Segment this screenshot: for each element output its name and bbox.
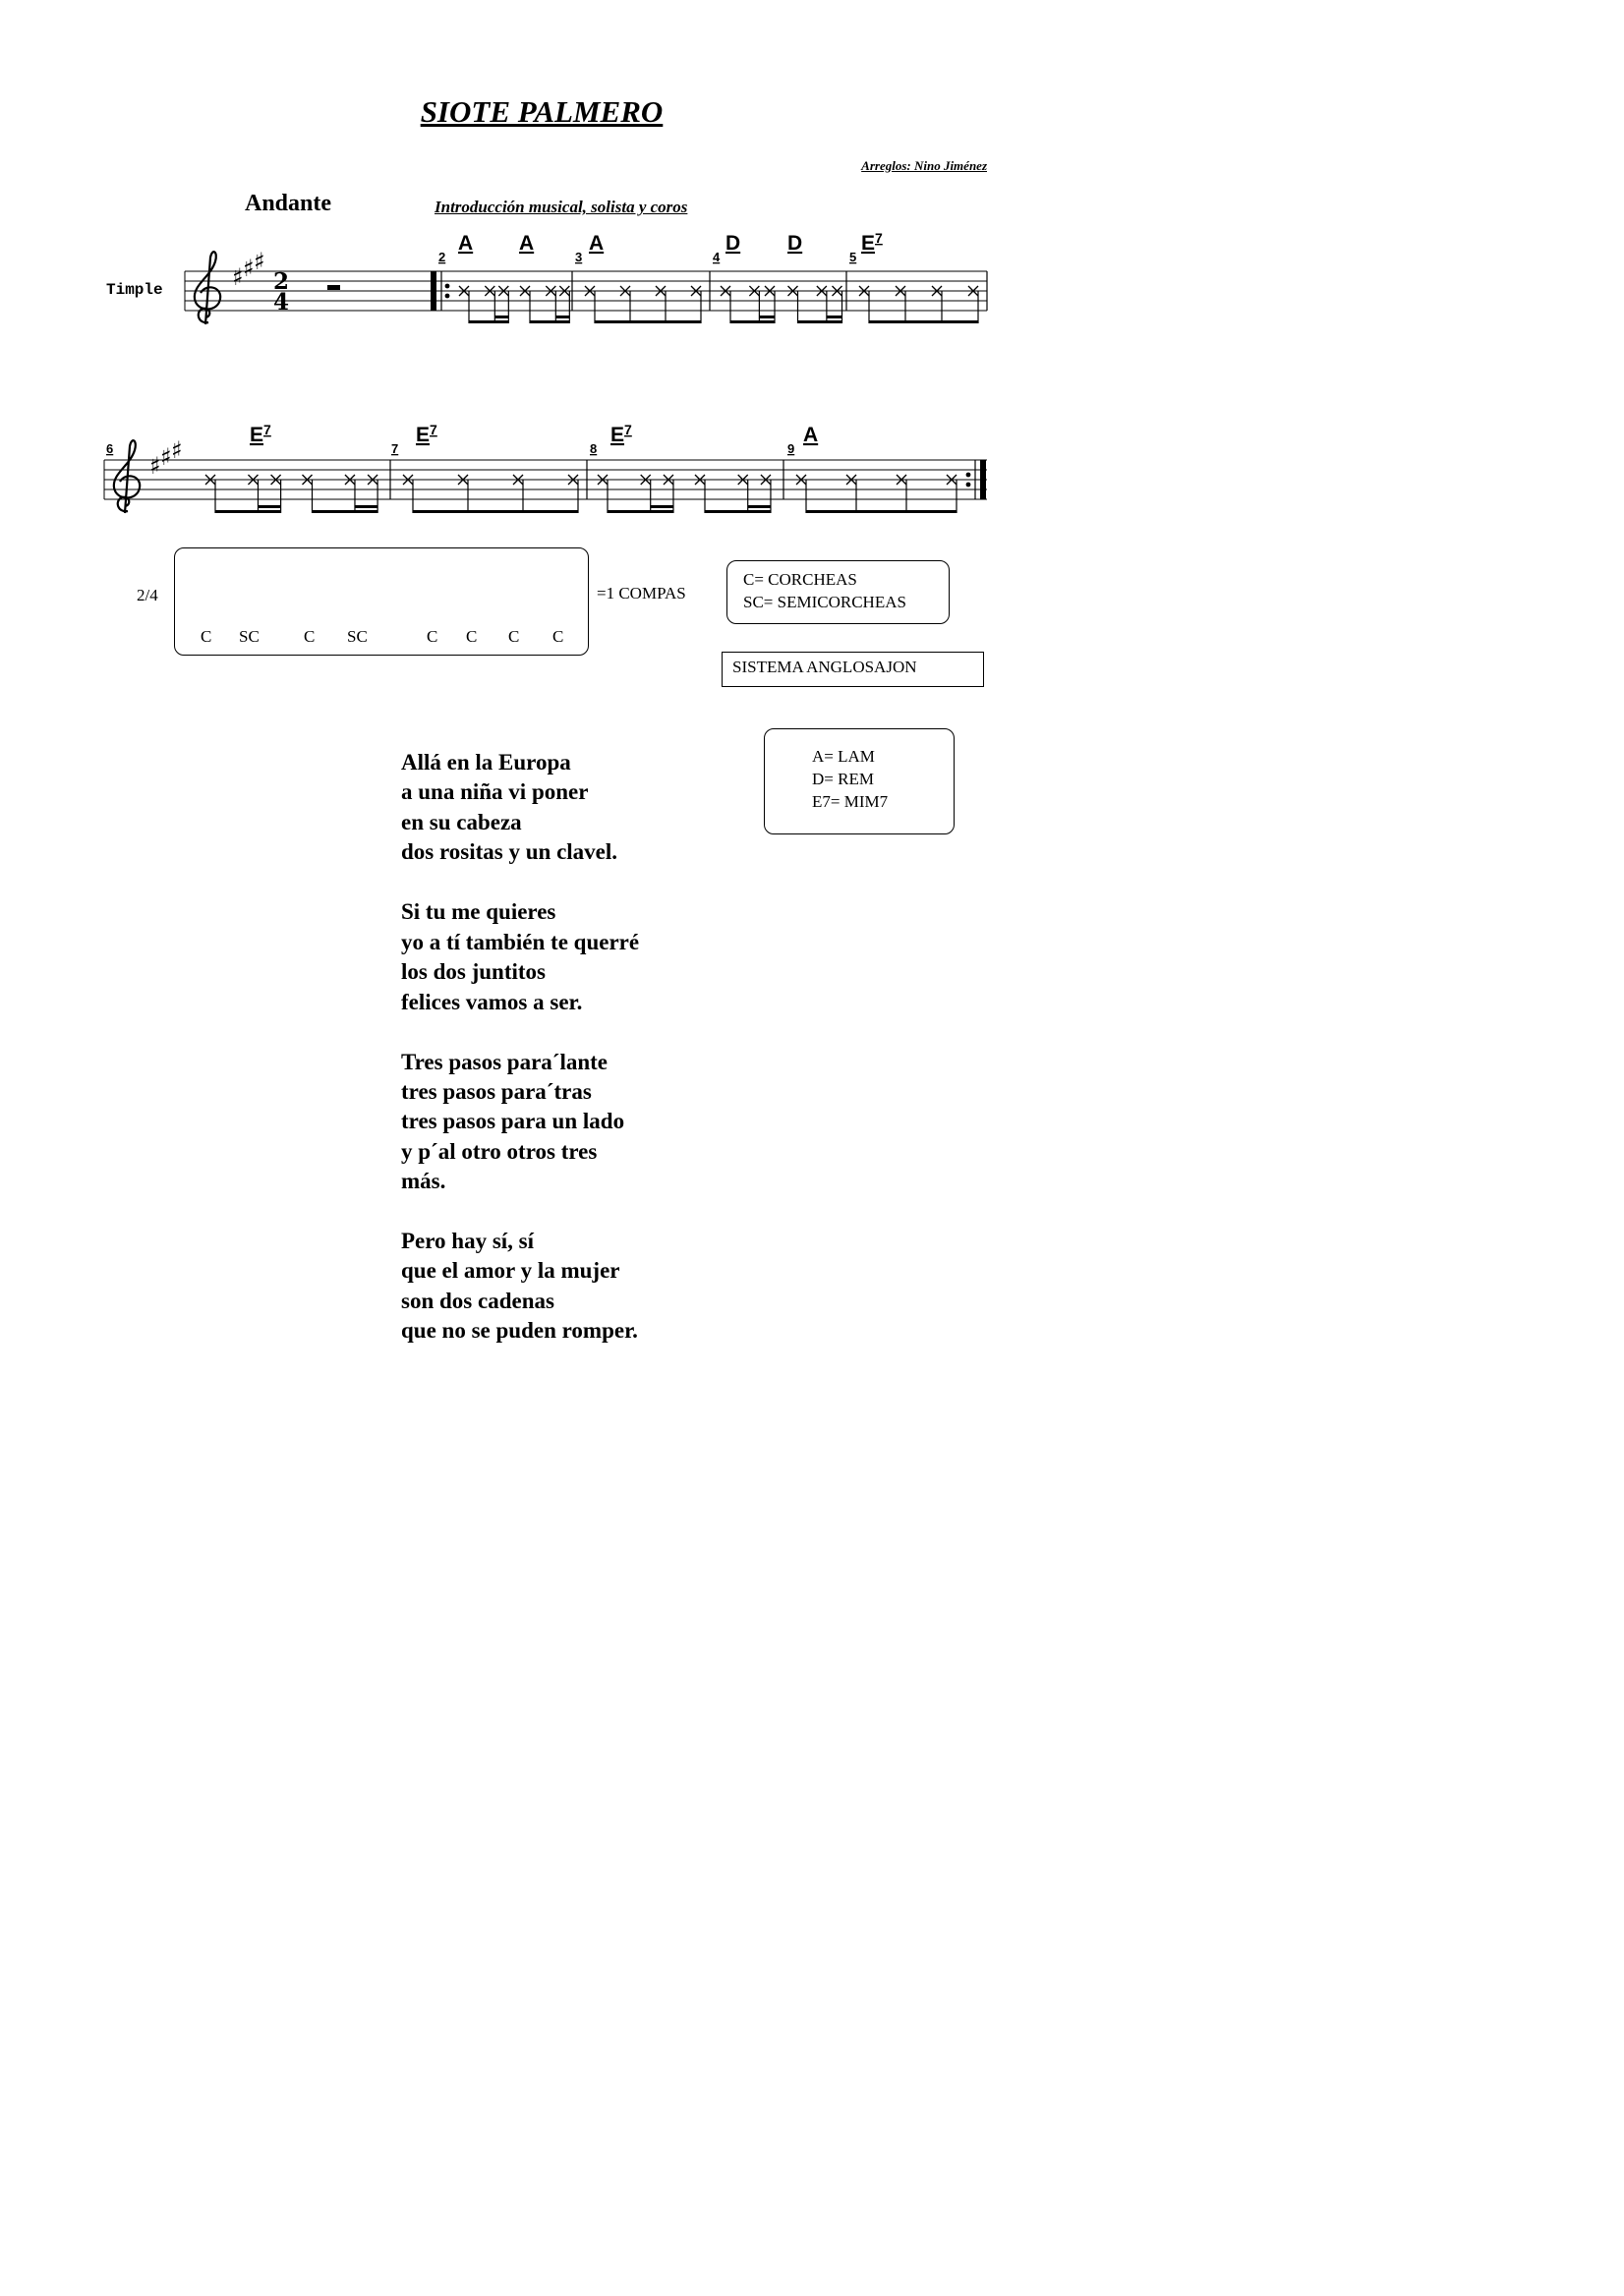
chord-name-line: E7= MIM7	[812, 792, 889, 811]
score-notation	[0, 0, 1083, 629]
lyric-line: más.	[401, 1169, 446, 1193]
strum-label: SC	[347, 627, 368, 646]
chord-name-line: D= REM	[812, 770, 874, 788]
strum-label: C	[304, 627, 316, 646]
note-beam	[730, 320, 775, 323]
lyric-line: que el amor y la mujer	[401, 1258, 620, 1283]
system-box	[722, 652, 984, 687]
staff-system-1	[185, 271, 987, 311]
strum-label: SC	[239, 627, 260, 646]
measure-number: 3	[575, 250, 583, 264]
note-beam	[705, 510, 771, 513]
time-signature	[273, 268, 289, 316]
strum-label: C	[427, 627, 438, 646]
strum-time-signature: 2/4	[137, 586, 158, 604]
note-beam	[806, 510, 957, 513]
chord-symbol: A	[519, 232, 535, 255]
note-beam	[258, 505, 280, 508]
rhythm-notes	[205, 286, 978, 513]
measure-number: 6	[106, 441, 114, 456]
svg-text:♯: ♯	[149, 452, 161, 480]
legend-line: SC= SEMICORCHEAS	[743, 593, 906, 611]
treble-clef-icon	[114, 440, 140, 513]
treble-clef-icon	[195, 252, 220, 324]
svg-text:♯: ♯	[160, 443, 172, 471]
note-beam	[798, 320, 842, 323]
measure-number: 2	[438, 250, 446, 264]
note-beam	[608, 510, 673, 513]
strum-label: C	[201, 627, 212, 646]
system-label: SISTEMA ANGLOSAJON	[732, 658, 917, 676]
note-beam	[413, 510, 578, 513]
note-beam	[215, 510, 281, 513]
svg-text:♯: ♯	[171, 436, 183, 464]
arranger-credit: Arreglos: Nino Jiménez	[861, 158, 987, 173]
lyric-line: Tres pasos para´lante	[401, 1050, 608, 1074]
svg-text:♯: ♯	[243, 255, 255, 282]
lyric-line: Si tu me quieres	[401, 899, 556, 924]
note-beam	[530, 320, 569, 323]
strum-label: C	[508, 627, 520, 646]
lyric-line: a una niña vi poner	[401, 779, 589, 804]
lyric-line: felices vamos a ser.	[401, 990, 583, 1014]
note-beam	[355, 505, 377, 508]
rhythm-legend-box	[726, 560, 950, 624]
measure-number: 7	[391, 441, 399, 456]
lyric-line: yo a tí también te querré	[401, 930, 640, 954]
chord-symbol: A	[589, 232, 605, 255]
time-signature-bottom: 4	[273, 289, 290, 316]
lyric-line: dos rositas y un clavel.	[401, 839, 618, 864]
chord-names-box	[764, 728, 955, 834]
note-beam	[748, 505, 771, 508]
lyric-line: los dos juntitos	[401, 959, 546, 984]
lyric-line: en su cabeza	[401, 810, 522, 834]
note-beam	[759, 316, 775, 318]
instrument-label: Timple	[106, 281, 163, 299]
chord-symbol: D	[725, 232, 741, 255]
chord-symbol: D	[787, 232, 803, 255]
note-beam	[555, 316, 569, 318]
tempo-marking: Andante	[245, 191, 332, 216]
strum-equals-label: =1 COMPAS	[597, 584, 686, 603]
lyric-line: tres pasos para un lado	[401, 1109, 625, 1133]
key-signature-icon	[149, 436, 183, 480]
note-beam	[469, 320, 508, 323]
svg-text:♯: ♯	[232, 263, 244, 291]
measure-rest-icon	[327, 285, 340, 290]
chord-symbol: $E^7$	[861, 230, 883, 255]
measure-number: 5	[849, 250, 857, 264]
legend-line: C= CORCHEAS	[743, 570, 857, 589]
svg-text:♯: ♯	[254, 248, 265, 275]
lyric-line: tres pasos para´tras	[401, 1079, 592, 1104]
intro-label: Introducción musical, solista y coros	[435, 198, 688, 216]
measure-number: 8	[590, 441, 598, 456]
lyric-line: son dos cadenas	[401, 1289, 554, 1313]
key-signature-icon	[232, 248, 265, 291]
chord-symbol: $E^7$	[610, 422, 632, 446]
note-beam	[869, 320, 978, 323]
lyric-line: Pero hay sí, sí	[401, 1229, 535, 1253]
lyric-line: Allá en la Europa	[401, 750, 571, 775]
measure-number: 4	[713, 250, 721, 264]
strum-label: C	[552, 627, 564, 646]
page-title: SIOTE PALMERO	[420, 94, 664, 129]
note-beam	[313, 510, 378, 513]
lyric-line: y p´al otro otros tres	[401, 1139, 598, 1164]
staff-system-2	[104, 460, 987, 499]
chord-symbol: A	[803, 424, 819, 446]
time-signature-top: 2	[273, 268, 290, 295]
strum-label: C	[466, 627, 478, 646]
chord-symbol: $E^7$	[416, 422, 437, 446]
strum-pattern-box	[174, 547, 589, 656]
note-beam	[494, 316, 508, 318]
note-beam	[827, 316, 842, 318]
lyric-line: que no se puden romper.	[401, 1318, 638, 1343]
note-beam	[651, 505, 673, 508]
measure-number: 9	[787, 441, 795, 456]
note-beam	[595, 320, 701, 323]
chord-symbol: $E^7$	[250, 422, 271, 446]
chord-name-line: A= LAM	[812, 747, 875, 766]
chord-symbol: A	[458, 232, 474, 255]
